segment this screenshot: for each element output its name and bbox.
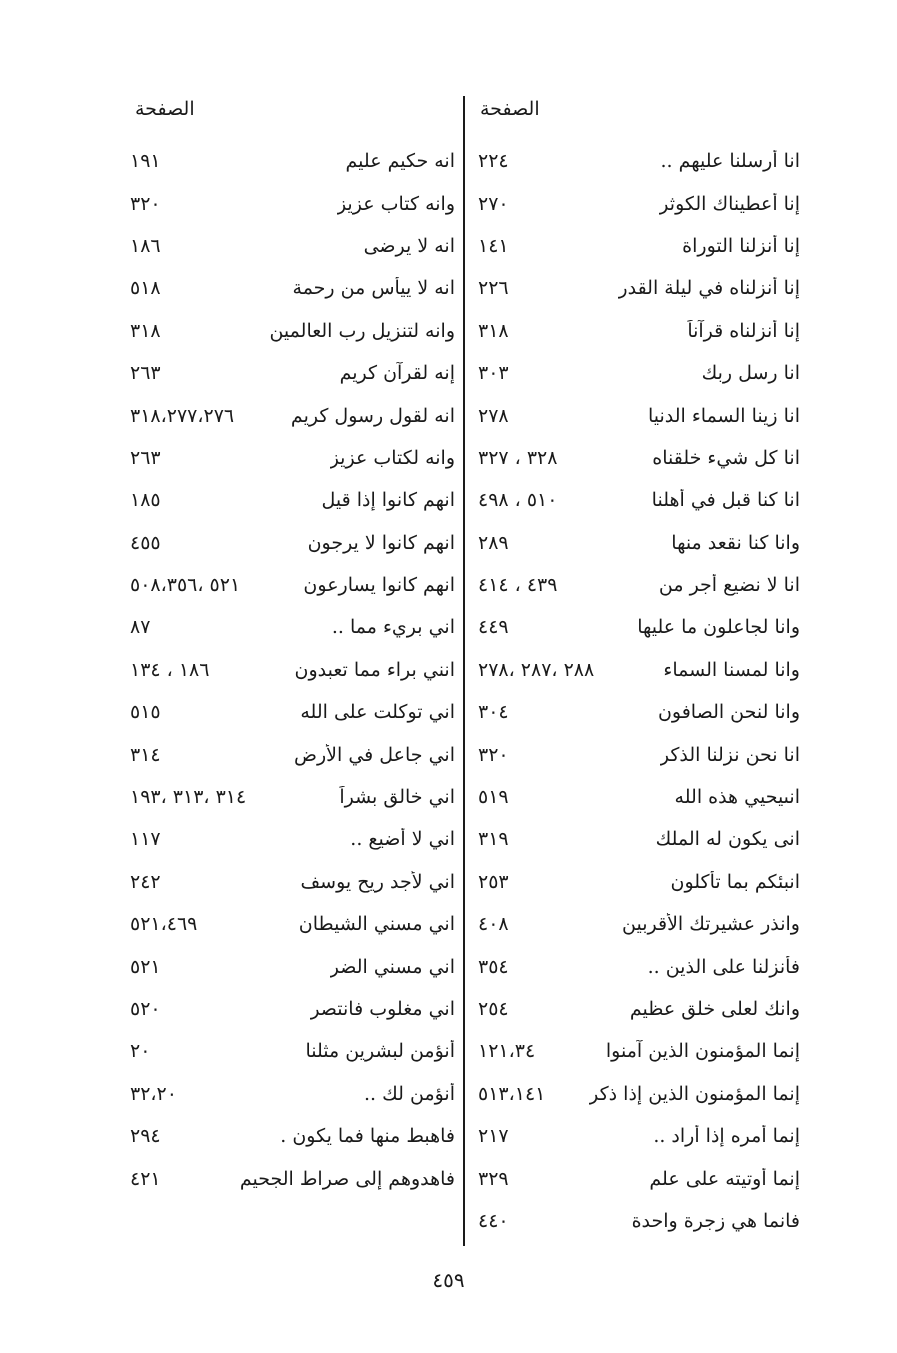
index-entry bbox=[130, 564, 455, 606]
index-entry bbox=[478, 310, 800, 352]
entry-text: انبئكم بما تأكلون bbox=[670, 870, 800, 893]
entry-page-numbers: ٣١٤ ،٣١٣ ،١٩٣ bbox=[130, 786, 247, 809]
entry-text: إنا أعطيناك الكوثر bbox=[659, 192, 800, 215]
entry-text: انى يكون له الملك bbox=[655, 828, 800, 851]
index-entry bbox=[478, 945, 800, 987]
index-entry bbox=[478, 479, 800, 521]
index-entry bbox=[478, 818, 800, 860]
entry-text: اني مسني الشيطان bbox=[298, 913, 455, 936]
entry-text: انهم كانوا لا يرجون bbox=[307, 531, 455, 554]
entry-page-numbers: ٥١٠ ، ٤٩٨ bbox=[478, 489, 558, 512]
entry-text: إنما المؤمنون الذين آمنوا bbox=[605, 1040, 800, 1063]
index-entry bbox=[478, 903, 800, 945]
entry-text: انا نحن نزلنا الذكر bbox=[659, 743, 800, 766]
index-entry bbox=[478, 606, 800, 648]
entry-text: إنما أمره إذا أراد .. bbox=[653, 1125, 800, 1148]
entry-text: انه لا ييأس من رحمة bbox=[292, 277, 455, 300]
entry-page-numbers: ٢٨٨ ،٢٨٧ ،٢٧٨ bbox=[478, 658, 595, 681]
right-index-column bbox=[478, 140, 800, 1250]
entry-page-numbers: ٣٠٤ bbox=[478, 701, 509, 724]
index-entry bbox=[130, 945, 455, 987]
entry-page-numbers: ٢٦٣ bbox=[130, 446, 161, 469]
index-entry bbox=[130, 818, 455, 860]
index-entry bbox=[130, 1073, 455, 1115]
entry-page-numbers: ١٨٥ bbox=[130, 489, 161, 512]
entry-text: اني لأجد ريح يوسف bbox=[300, 870, 455, 893]
index-entry bbox=[130, 903, 455, 945]
entry-text: وانا لجاعلون ما عليها bbox=[637, 616, 800, 639]
entry-text: اني لا أضيع .. bbox=[350, 828, 455, 851]
index-entry bbox=[130, 1115, 455, 1157]
entry-page-numbers: ٤٢١ bbox=[130, 1167, 161, 1190]
index-entry bbox=[130, 225, 455, 267]
entry-text: وانا كنا نقعد منها bbox=[671, 531, 800, 554]
entry-text: وانه لكتاب عزيز bbox=[329, 446, 455, 469]
entry-page-numbers: ٢٨٩ bbox=[478, 531, 509, 554]
entry-page-numbers: ٢٥٣ bbox=[478, 870, 509, 893]
entry-page-numbers: ٥١٣،١٤١ bbox=[478, 1082, 546, 1105]
entry-page-numbers: ٤٤٠ bbox=[478, 1209, 509, 1232]
entry-page-numbers: ٥٢١ bbox=[130, 955, 161, 978]
index-entry bbox=[130, 1030, 455, 1072]
entry-text: انا رسل ربك bbox=[701, 362, 800, 385]
index-entry bbox=[130, 861, 455, 903]
entry-page-numbers: ٣٢٨ ، ٣٢٧ bbox=[478, 446, 558, 469]
entry-text: انىيحيي هذه الله bbox=[674, 786, 800, 809]
index-entry bbox=[478, 733, 800, 775]
entry-page-numbers: ٥١٥ bbox=[130, 701, 161, 724]
entry-page-numbers: ٣٢٠ bbox=[130, 192, 161, 215]
entry-text: انهم كانوا يسارعون bbox=[303, 574, 455, 597]
entry-text: أنؤمن لبشرين مثلنا bbox=[305, 1040, 455, 1063]
index-entry bbox=[130, 649, 455, 691]
entry-text: وانا لنحن الصافون bbox=[657, 701, 800, 724]
index-entry bbox=[478, 182, 800, 224]
entry-text: انه لا يرضى bbox=[363, 234, 455, 257]
entry-page-numbers: ١٢١،٣٤ bbox=[478, 1040, 536, 1063]
entry-text: إنه لقرآن كريم bbox=[339, 362, 455, 385]
left-index-column bbox=[130, 140, 455, 1250]
index-entry bbox=[478, 776, 800, 818]
entry-text: فاهدوهم إلى صراط الجحيم bbox=[239, 1167, 455, 1190]
index-entry bbox=[478, 394, 800, 436]
index-entry bbox=[478, 267, 800, 309]
index-entry bbox=[130, 140, 455, 182]
index-entry bbox=[130, 182, 455, 224]
entry-text: وانك لعلى خلق عظيم bbox=[629, 998, 800, 1020]
entry-page-numbers: ٢٢٦ bbox=[478, 277, 509, 300]
entry-page-numbers: ٥٢١،٤٦٩ bbox=[130, 913, 198, 936]
left-column-header: الصفحة bbox=[135, 98, 195, 120]
entry-page-numbers: ٥٢١ ،٥٠٨،٣٥٦ bbox=[130, 574, 241, 597]
entry-text: إنا أنزلنا التوراة bbox=[682, 234, 800, 257]
index-entry bbox=[478, 564, 800, 606]
index-entry bbox=[478, 140, 800, 182]
index-entry bbox=[130, 776, 455, 818]
entry-page-numbers: ٤٠٨ bbox=[478, 913, 509, 936]
entry-page-numbers: ٢٦٣ bbox=[130, 362, 161, 385]
entry-text: انا زينا السماء الدنيا bbox=[647, 404, 800, 427]
entry-page-numbers: ٤٤٩ bbox=[478, 616, 509, 639]
entry-text: إنا أنزلناه قرآناً bbox=[687, 319, 800, 342]
index-entry bbox=[130, 1157, 455, 1199]
index-entry bbox=[478, 1073, 800, 1115]
index-entry bbox=[478, 1115, 800, 1157]
index-entry bbox=[478, 988, 800, 1030]
entry-page-numbers: ٣١٤ bbox=[130, 743, 161, 766]
entry-text: انهم كانوا إذا قيل bbox=[321, 489, 455, 512]
column-divider bbox=[463, 96, 465, 1246]
entry-text: فأنزلنا على الذين .. bbox=[647, 955, 800, 978]
entry-text: فانما هي زجرة واحدة bbox=[631, 1209, 800, 1232]
entry-page-numbers: ٣١٨ bbox=[130, 319, 161, 342]
index-entry bbox=[478, 1030, 800, 1072]
entry-page-numbers: ٣١٨،٢٧٧،٢٧٦ bbox=[130, 404, 235, 427]
index-entry bbox=[130, 606, 455, 648]
index-entry bbox=[478, 1200, 800, 1242]
entry-text: انا أرسلنا عليهم .. bbox=[660, 150, 800, 173]
entry-page-numbers: ٤٥٥ bbox=[130, 531, 161, 554]
entry-page-numbers: ٣٢،٢٠ bbox=[130, 1082, 177, 1105]
index-entry bbox=[130, 310, 455, 352]
entry-page-numbers: ٢٩٤ bbox=[130, 1125, 161, 1148]
entry-text: اني مسني الضر bbox=[329, 955, 455, 978]
entry-text: اني بريء مما .. bbox=[331, 616, 455, 639]
index-entry bbox=[130, 352, 455, 394]
entry-page-numbers: ٢٧٨ bbox=[478, 404, 509, 427]
entry-text: انا لا نضيع أجر من bbox=[658, 574, 800, 597]
entry-page-numbers: ١١٧ bbox=[130, 828, 161, 851]
entry-page-numbers: ٣١٨ bbox=[478, 319, 509, 342]
entry-page-numbers: ٨٧ bbox=[130, 616, 151, 639]
entry-page-numbers: ٢٤٢ bbox=[130, 870, 161, 893]
entry-page-numbers: ٥١٩ bbox=[478, 786, 509, 809]
entry-text: فاهبط منها فما يكون . bbox=[280, 1125, 455, 1148]
entry-page-numbers: ٥٢٠ bbox=[130, 998, 161, 1020]
entry-page-numbers: ٥١٨ bbox=[130, 277, 161, 300]
entry-text: وانذر عشيرتك الأقربين bbox=[622, 913, 800, 936]
index-entry bbox=[478, 522, 800, 564]
entry-page-numbers: ٣٠٣ bbox=[478, 362, 509, 385]
index-entry bbox=[130, 988, 455, 1030]
entry-text: إنا أنزلناه في ليلة القدر bbox=[618, 277, 800, 300]
page-number: ٤٥٩ bbox=[432, 1268, 465, 1292]
entry-text: اني خالق بشراً bbox=[339, 786, 455, 809]
index-entry bbox=[478, 861, 800, 903]
entry-text: وانا لمسنا السماء bbox=[663, 658, 800, 681]
right-column-header: الصفحة bbox=[480, 98, 540, 120]
entry-page-numbers: ٣٢٠ bbox=[478, 743, 509, 766]
index-entry bbox=[130, 733, 455, 775]
entry-page-numbers: ٢٥٤ bbox=[478, 998, 509, 1020]
entry-text: انني براء مما تعبدون bbox=[294, 658, 455, 681]
index-entry bbox=[130, 479, 455, 521]
entry-page-numbers: ١٤١ bbox=[478, 234, 509, 257]
entry-text: اني جاعل في الأرض bbox=[294, 743, 455, 766]
entry-text: إنما أوتيته على علم bbox=[649, 1167, 800, 1190]
entry-page-numbers: ٢١٧ bbox=[478, 1125, 509, 1148]
entry-text: وانه كتاب عزيز bbox=[336, 192, 455, 215]
index-entry bbox=[130, 267, 455, 309]
entry-page-numbers: ١٨٦ bbox=[130, 234, 161, 257]
entry-text: اني مغلوب فانتصر bbox=[310, 998, 455, 1020]
entry-text: انه حكيم عليم bbox=[345, 150, 455, 173]
index-entry bbox=[478, 649, 800, 691]
entry-text: اني توكلت على الله bbox=[300, 701, 455, 724]
index-entry bbox=[130, 437, 455, 479]
entry-text: وانه لتنزيل رب العالمين bbox=[269, 319, 455, 342]
entry-page-numbers: ٢٠ bbox=[130, 1040, 151, 1063]
index-entry bbox=[478, 352, 800, 394]
index-entry bbox=[130, 691, 455, 733]
entry-text: انا كنا قبل في أهلنا bbox=[651, 489, 800, 512]
index-entry bbox=[478, 1157, 800, 1199]
entry-page-numbers: ٤٣٩ ، ٤١٤ bbox=[478, 574, 558, 597]
entry-page-numbers: ٢٧٠ bbox=[478, 192, 509, 215]
entry-page-numbers: ٣٥٤ bbox=[478, 955, 509, 978]
index-entry bbox=[478, 437, 800, 479]
entry-text: أنؤمن لك .. bbox=[364, 1082, 455, 1105]
index-entry bbox=[130, 394, 455, 436]
entry-page-numbers: ٢٢٤ bbox=[478, 150, 509, 173]
entry-page-numbers: ١٨٦ ، ١٣٤ bbox=[130, 658, 210, 681]
index-entry bbox=[478, 691, 800, 733]
entry-page-numbers: ١٩١ bbox=[130, 150, 161, 173]
entry-text: انه لقول رسول كريم bbox=[290, 404, 455, 427]
entry-text: انا كل شيء خلقناه bbox=[652, 446, 800, 469]
entry-text: إنما المؤمنون الذين إذا ذكر bbox=[589, 1082, 800, 1105]
entry-page-numbers: ٣٢٩ bbox=[478, 1167, 509, 1190]
entry-page-numbers: ٣١٩ bbox=[478, 828, 509, 851]
index-entry bbox=[478, 225, 800, 267]
index-entry bbox=[130, 522, 455, 564]
